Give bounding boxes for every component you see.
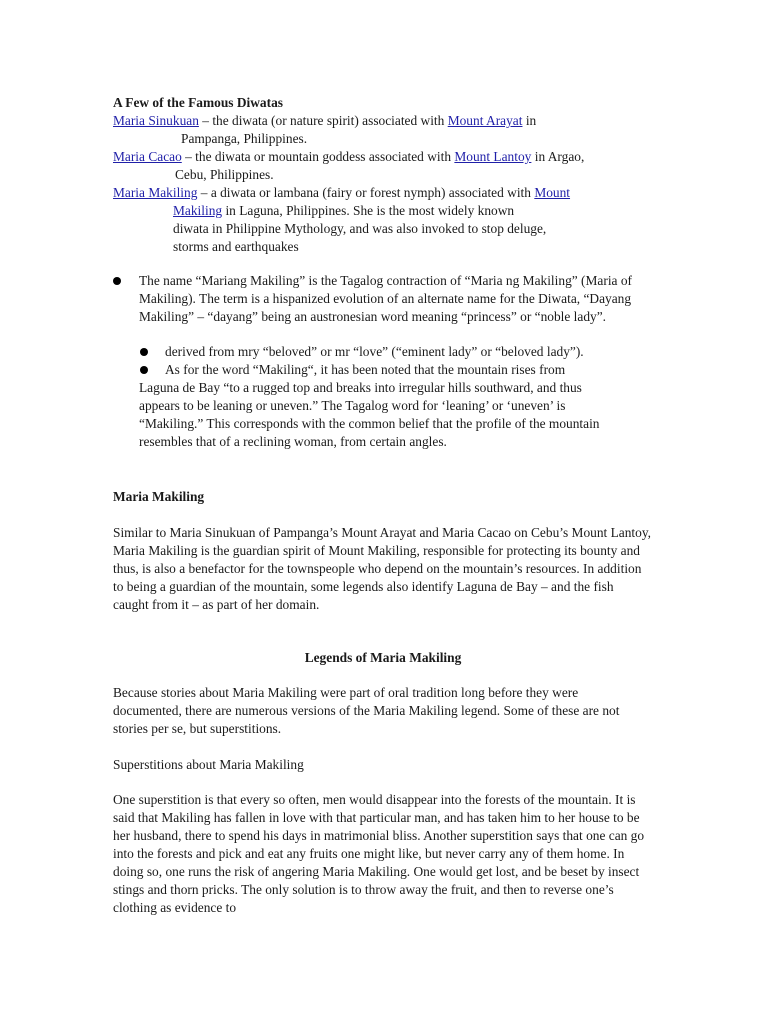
link-maria-cacao[interactable]: Maria Cacao (113, 149, 182, 164)
link-maria-sinukuan[interactable]: Maria Sinukuan (113, 113, 199, 128)
superstitions-body: One superstition is that every so often, men would disappear into the forests of the mountain. It is said that Makiling has fallen in love with that particular man, and has taken him to her house to be her husband, there to spend his days in matrimonial bliss. Another superstition says that one can go into the forests and pick and eat any fruits one might like, but never carry any of them home. In doing so, one runs the risk of angering Maria Makiling. One would get lost, and be beset by insect stings and thorn pricks. The only solution is to throw away the fruit, and then to reverse one’s clothing as evidence to (113, 792, 645, 915)
entry-cacao: Maria Cacao – the diwata or mountain goddess associated with Mount Lantoy in Argao, Cebu, Philippines. (113, 149, 585, 182)
link-mount-lantoy[interactable]: Mount Lantoy (454, 149, 532, 164)
bullet-sub1: derived from mry “beloved” or mr “love” (“eminent lady” or “beloved lady”). (165, 344, 584, 359)
link-maria-makiling[interactable]: Maria Makiling (113, 185, 198, 200)
bullet-dot (140, 366, 148, 374)
link-mount-makiling[interactable]: Mount (534, 185, 571, 200)
section-body-legends: Because stories about Maria Makiling were part of oral tradition long before they were documented, there are numerous versions of the Maria Makiling legend. Some of these are not stories per se, but superstitions. (113, 685, 620, 736)
diwatas-heading: A Few of the Famous Diwatas (113, 95, 283, 110)
bullet-sub2-rest: Laguna de Bay “to a rugged top and breaks into irregular hills southward, and thus appears to be leaning or uneven.” The Tagalog word for ‘leaning’ or ‘uneven’ is “Makiling.” This corresponds with the common belief that the profile of the mountain resembles that of a reclining woman, from certain angles. (139, 380, 600, 449)
bullet-dot (140, 348, 148, 356)
link-mount-makiling-cont[interactable]: Makiling (173, 203, 223, 218)
section-body-maria-makiling: Similar to Maria Sinukuan of Pampanga’s Mount Arayat and Maria Cacao on Cebu’s Mount Lantoy, Maria Makiling is the guardian spirit of Mount Makiling, responsible for protecting its bounty and thus, is also a benefactor for the townspeople who depend on the mountain’s resources. In addition to being a guardian of the mountain, some legends also identify Laguna de Bay – and the fish caught from it – as part of her domain. (113, 525, 652, 612)
section-heading-legends: Legends of Maria Makiling (304, 650, 462, 665)
entry-makiling: Maria Makiling – a diwata or lambana (fairy or forest nymph) associated with Mount Makiling in Laguna, Philippines. She is the most widely known diwata in Philippine Mythology, and was also invoked to stop deluge, storms and earthquakes (113, 185, 571, 254)
section-heading-maria-makiling: Maria Makiling (113, 489, 205, 504)
link-mount-arayat[interactable]: Mount Arayat (447, 113, 523, 128)
subheading-superstitions: Superstitions about Maria Makiling (113, 757, 304, 772)
bullet-sub2-first: As for the word “Makiling“, it has been noted that the mountain rises from (165, 362, 566, 377)
bullet-dot (113, 277, 121, 285)
entry-sinukuan: Maria Sinukuan – the diwata (or nature spirit) associated with Mount Arayat in Pampanga, Philippines. (113, 113, 537, 146)
bullet-main: The name “Mariang Makiling” is the Tagalog contraction of “Maria ng Makiling” (Maria of Makiling). The term is a hispanized evolution of an alternate name for the Diwata, “Dayang Makiling” – “dayang” being an austronesian word meaning “princess” or “noble lady”. (139, 273, 632, 324)
